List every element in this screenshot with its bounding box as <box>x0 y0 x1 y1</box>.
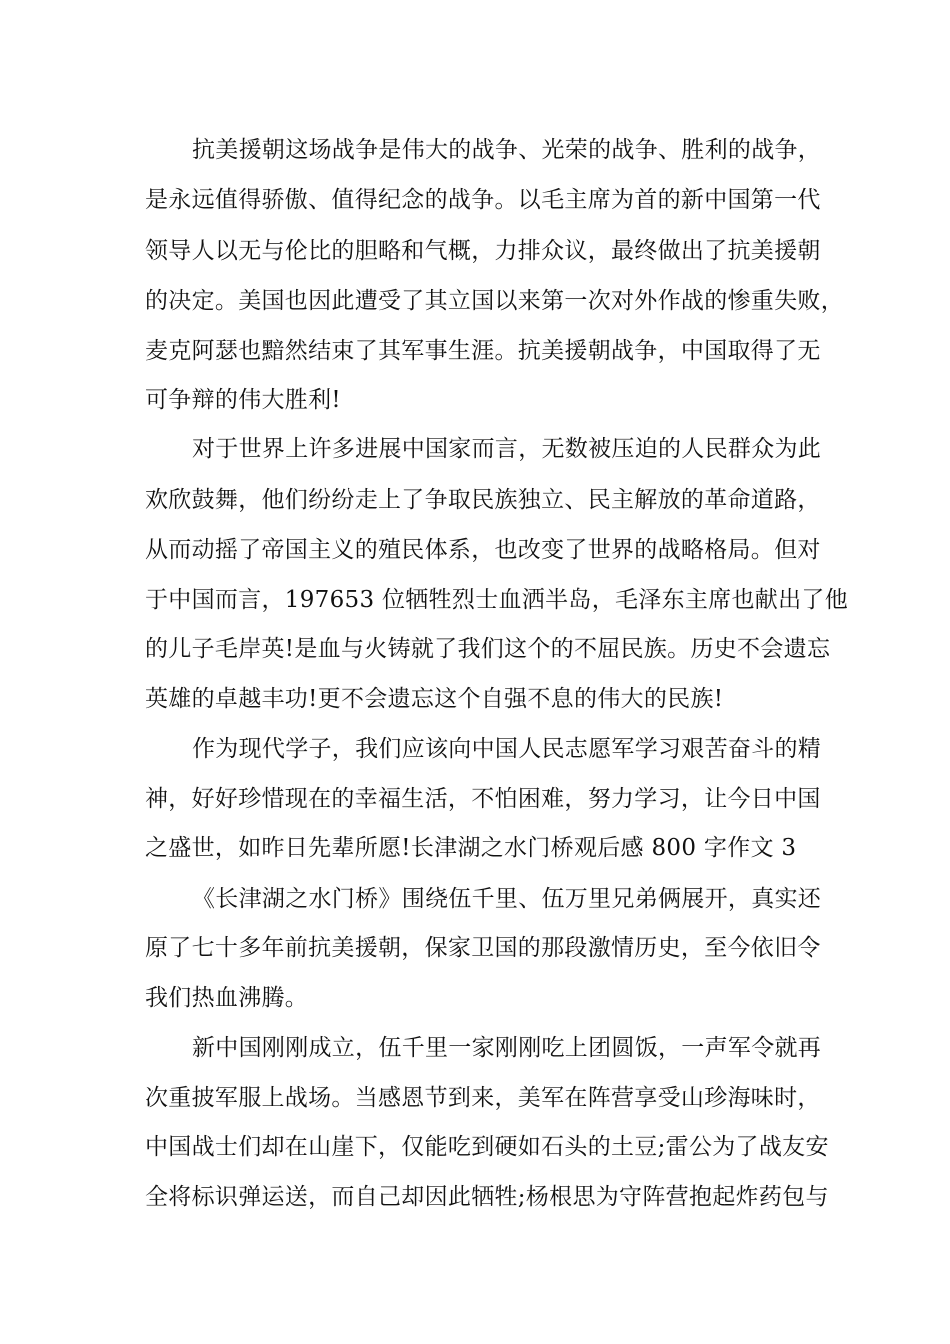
text-line: 神，好好珍惜现在的幸福生活，不怕困难，努力学习，让今日中国 <box>145 786 821 812</box>
text-line: 是永远值得骄傲、值得纪念的战争。以毛主席为首的新中国第一代 <box>145 187 821 213</box>
text-line: 作为现代学子，我们应该向中国人民志愿军学习艰苦奋斗的精 <box>192 736 822 762</box>
text-line: 麦克阿瑟也黯然结束了其军事生涯。抗美援朝战争，中国取得了无 <box>145 338 821 364</box>
text-line: 对于世界上许多进展中国家而言，无数被压迫的人民群众为此 <box>192 436 822 462</box>
text-line: 中国战士们却在山崖下，仅能吃到硬如石头的土豆;雷公为了战友安 <box>145 1134 829 1160</box>
text-line: 抗美援朝这场战争是伟大的战争、光荣的战争、胜利的战争， <box>192 137 822 163</box>
text-line: 次重披军服上战场。当感恩节到来，美军在阵营享受山珍海味时， <box>145 1085 821 1111</box>
text-line: 《长津湖之水门桥》围绕伍千里、伍万里兄弟俩展开，真实还 <box>192 886 822 912</box>
text-line: 的儿子毛岸英!是血与火铸就了我们这个的不屈民族。历史不会遗忘 <box>145 636 831 662</box>
text-line: 领导人以无与伦比的胆略和气概，力排众议，最终做出了抗美援朝 <box>145 238 821 264</box>
text-line: 的决定。美国也因此遭受了其立国以来第一次对外作战的惨重失败， <box>145 288 844 314</box>
text-line: 全将标识弹运送，而自己却因此牺牲;杨根思为守阵营抱起炸药包与 <box>145 1184 829 1210</box>
text-line: 可争辩的伟大胜利! <box>145 387 341 413</box>
text-line: 之盛世，如昨日先辈所愿!长津湖之水门桥观后感 800 字作文 3 <box>145 835 797 861</box>
text-line: 我们热血沸腾。 <box>145 985 309 1011</box>
text-line: 欢欣鼓舞，他们纷纷走上了争取民族独立、民主解放的革命道路， <box>145 487 821 513</box>
text-line: 原了七十多年前抗美援朝，保家卫国的那段激情历史，至今依旧令 <box>145 935 821 961</box>
text-line: 于中国而言，197653 位牺牲烈士血洒半岛，毛泽东主席也献出了他 <box>145 587 849 613</box>
text-line: 英雄的卓越丰功!更不会遗忘这个自强不息的伟大的民族! <box>145 686 724 712</box>
text-line: 从而动摇了帝国主义的殖民体系，也改变了世界的战略格局。但对 <box>145 537 821 563</box>
text-line: 新中国刚刚成立，伍千里一家刚刚吃上团圆饭，一声军令就再 <box>192 1035 822 1061</box>
